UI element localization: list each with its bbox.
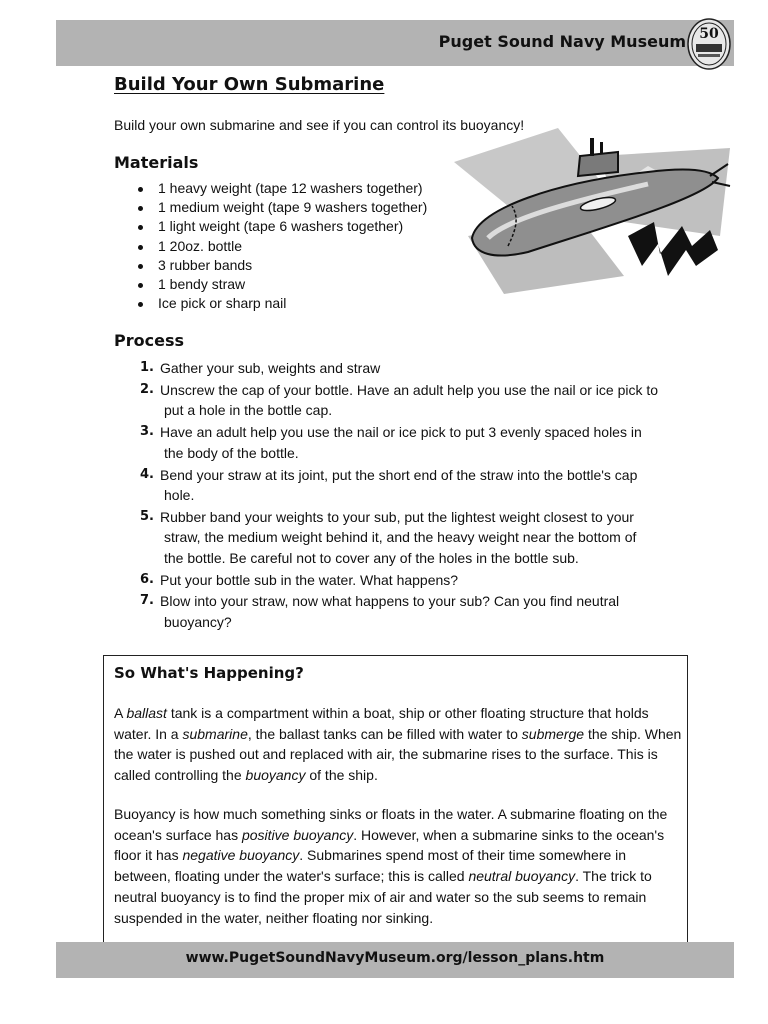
step-number: 3. — [140, 424, 154, 440]
page-title: Build Your Own Submarine — [114, 74, 385, 95]
step-text: Unscrew the cap of your bottle. Have an adult help you use the nail or ice pick to — [160, 381, 659, 398]
step-text: the bottle. Be careful not to cover any of the holes in the bottle sub. — [164, 549, 579, 566]
step-number: 6. — [140, 571, 154, 587]
process-step — [140, 465, 720, 506]
materials-item: 1 heavy weight (tape 12 washers together) — [120, 179, 427, 198]
emphasized-term: buoyancy — [245, 767, 306, 784]
materials-item: Ice pick or sharp nail — [120, 294, 427, 313]
process-step — [140, 507, 720, 568]
step-text: the body of the bottle. — [164, 444, 299, 461]
process-steps — [140, 358, 720, 634]
paragraph-text: tank is a compartment within a boat, ship or other floating structure that holds water. In a — [114, 705, 649, 742]
step-text: straw, the medium weight behind it, and the heavy weight near the bottom of — [164, 529, 637, 546]
header-band — [56, 20, 734, 66]
step-number: 5. — [140, 508, 154, 524]
materials-item: 1 light weight (tape 6 washers together) — [120, 217, 427, 236]
paragraph-text: , the ballast tanks can be filled with water to — [247, 725, 522, 742]
emphasized-term: submarine — [182, 725, 248, 742]
materials-item: 3 rubber bands — [120, 256, 427, 275]
paragraph-text: of the ship. — [305, 767, 378, 784]
explanation-paragraph-2 — [114, 804, 684, 928]
materials-list — [120, 179, 427, 313]
materials-heading: Materials — [114, 153, 199, 172]
step-number: 1. — [140, 360, 154, 375]
paragraph-text: . Submarines spend most of their time somewhere in between, floating under the water's surface; this is called — [114, 847, 627, 885]
museum-seal-icon — [686, 14, 732, 74]
step-text: Bend your straw at its joint, put the short end of the straw into the bottle's cap — [160, 466, 638, 483]
process-step — [140, 358, 720, 378]
paragraph-text: . The trick to neutral buoyancy is to find the proper mix of air and water so the sub seems to remain suspended in the water, neither floating nor sinking. — [114, 868, 652, 926]
emphasized-term: submerge — [521, 725, 585, 742]
paragraph-text: . However, when a submarine sinks to the ocean's floor it has — [114, 826, 665, 864]
emphasized-term: negative buoyancy — [182, 847, 300, 864]
step-number: 4. — [140, 466, 154, 482]
process-step — [140, 380, 720, 421]
submarine-illustration — [448, 126, 734, 298]
website-url: www.PugetSoundNavyMuseum.org/lesson_plans.htm — [185, 950, 605, 966]
emphasized-term: positive buoyancy — [241, 826, 354, 843]
process-step — [140, 422, 720, 463]
step-number: 2. — [140, 381, 154, 397]
explanation-heading: So What's Happening? — [114, 664, 304, 682]
emphasized-term: neutral buoyancy — [468, 868, 576, 885]
step-text: Gather your sub, weights and straw — [160, 360, 381, 376]
step-text: hole. — [164, 486, 195, 503]
materials-item: 1 20oz. bottle — [120, 237, 427, 256]
materials-item: 1 medium weight (tape 9 washers together) — [120, 198, 427, 217]
process-heading: Process — [114, 331, 184, 350]
explanation-box — [103, 655, 688, 949]
step-number: 7. — [140, 593, 154, 609]
footer-band — [56, 942, 734, 978]
paragraph-text: Buoyancy is how much something sinks or floats in the water. A submarine floating on the ocean's surface has — [114, 806, 668, 843]
step-text: buoyancy? — [164, 613, 232, 630]
process-step — [140, 591, 720, 632]
intro-text: Build your own submarine and see if you can control its buoyancy! — [114, 117, 525, 133]
step-text: Have an adult help you use the nail or ice pick to put 3 evenly spaced holes in — [160, 424, 642, 441]
step-text: put a hole in the bottle cap. — [164, 402, 333, 419]
step-text: Rubber band your weights to your sub, put the lightest weight closest to your — [160, 508, 634, 525]
materials-item: 1 bendy straw — [120, 275, 427, 294]
emphasized-term: ballast — [126, 705, 167, 721]
step-text: Put your bottle sub in the water. What happens? — [160, 571, 459, 588]
paragraph-text: A — [114, 705, 127, 721]
process-step — [140, 570, 720, 590]
museum-name: Puget Sound Navy Museum — [438, 32, 686, 51]
step-text: Blow into your straw, now what happens to your sub? Can you find neutral — [160, 593, 620, 610]
explanation-paragraph-1 — [114, 703, 684, 786]
paragraph-text: the ship. When the water is pushed out and replaced with air, the submarine rises to the surface. This is called controlling the — [114, 725, 682, 784]
seal-number: 50 — [699, 26, 719, 42]
